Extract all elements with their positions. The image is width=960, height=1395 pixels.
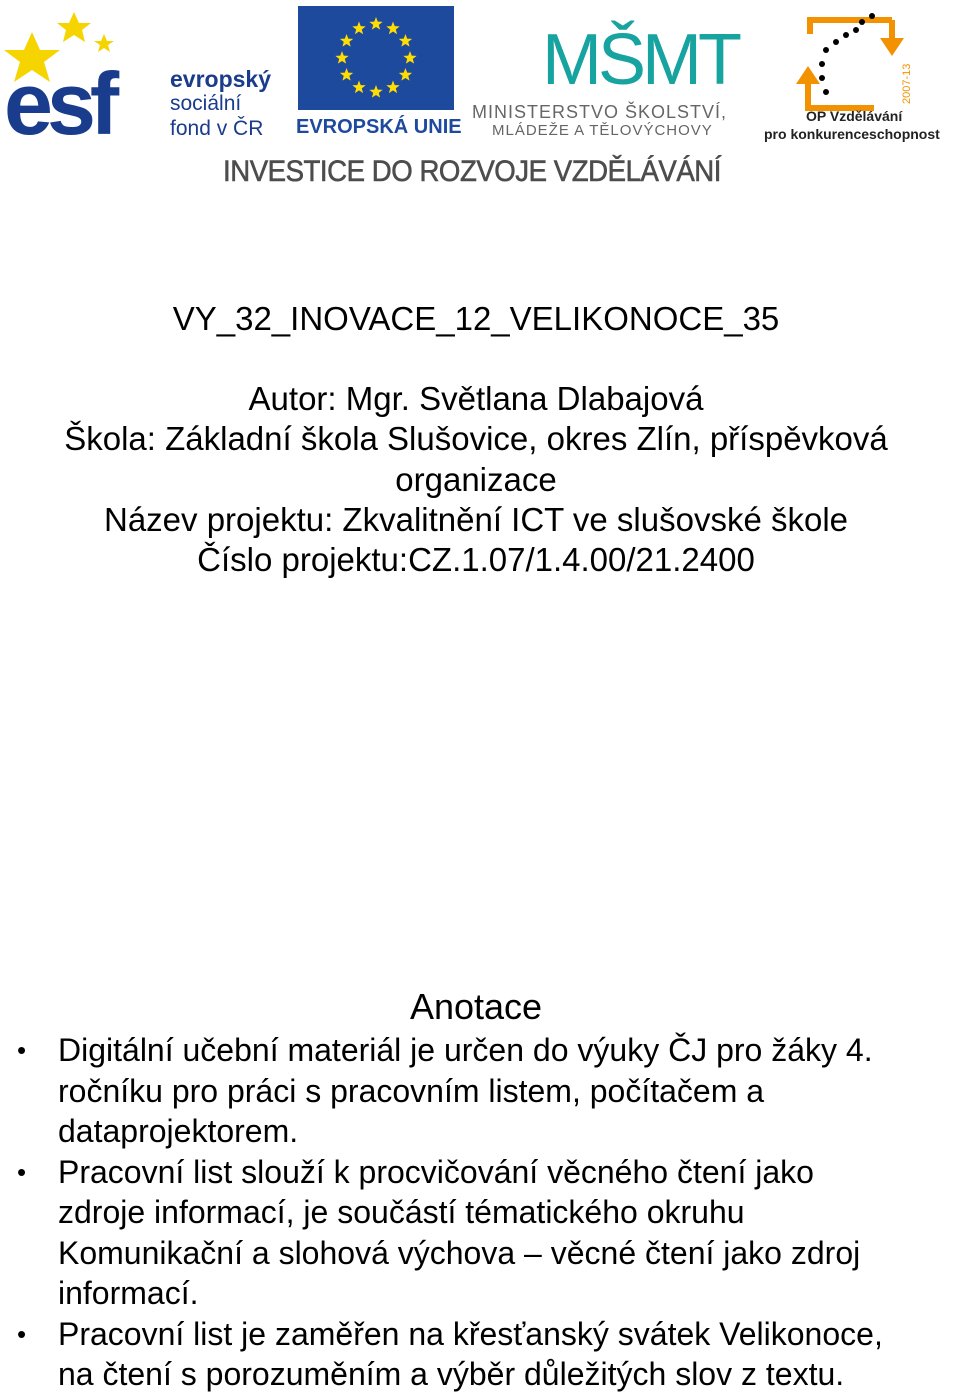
bullet-icon: • bbox=[17, 1035, 27, 1065]
eu-label: EVROPSKÁ UNIE bbox=[296, 116, 462, 138]
annotation-line: dataprojektorem. bbox=[58, 1113, 299, 1149]
esf-line2: sociální bbox=[170, 92, 242, 115]
annotation-line: Digitální učební materiál je určen do výuky ČJ pro žáky 4. bbox=[58, 1032, 873, 1068]
annotation-list bbox=[0, 1030, 960, 1395]
esf-line3: fond v ČR bbox=[170, 117, 264, 140]
annotation-line: informací. bbox=[58, 1275, 199, 1311]
project-number-line: Číslo projektu:CZ.1.07/1.4.00/21.2400 bbox=[197, 541, 755, 578]
eu-flag-icon bbox=[296, 6, 456, 116]
author-line: Autor: Mgr. Světlana Dlabajová bbox=[248, 380, 704, 417]
annotation-item bbox=[0, 1314, 960, 1395]
msmt-mark bbox=[470, 2, 752, 102]
msmt-line2: MLÁDEŽE A TĚLOVÝCHOVY bbox=[492, 122, 713, 139]
op-years: 2007-13 bbox=[901, 63, 913, 104]
annotation-line: Pracovní list slouží k procvičování věcného čtení jako bbox=[58, 1153, 814, 1190]
esf-logo bbox=[4, 4, 286, 140]
annotation-line: ročníku pro práci s pracovním listem, počítačem a bbox=[58, 1072, 765, 1109]
annotation-item bbox=[0, 1030, 960, 1152]
school-line-1: Škola: Základní škola Slušovice, okres Zlín, příspěvková bbox=[64, 420, 888, 457]
annotation-title: Anotace bbox=[409, 986, 543, 1027]
esf-star-icon bbox=[94, 34, 114, 52]
annotation-line: na čtení s porozuměním a výběr důležitých slov z textu. bbox=[58, 1356, 845, 1392]
op-line2: pro konkurenceschopnost bbox=[764, 126, 940, 142]
project-name-line: Název projektu: Zkvalitnění ICT ve slušovské škole bbox=[103, 501, 849, 538]
annotation-line: Komunikační a slohová výchova – věcné čtení jako zdroj bbox=[58, 1234, 861, 1271]
esf-letters: esf bbox=[4, 54, 114, 140]
msmt-letters: MŠMT bbox=[542, 20, 738, 100]
msmt-line1: MINISTERSTVO ŠKOLSTVÍ, bbox=[472, 102, 728, 122]
msmt-logo bbox=[470, 2, 752, 142]
document-code: VY_32_INOVACE_12_VELIKONOCE_35 bbox=[172, 300, 780, 337]
annotation-line: zdroje informací, je součástí tématického okruhu bbox=[58, 1194, 745, 1230]
esf-line1: evropský bbox=[170, 66, 272, 92]
bullet-icon: • bbox=[17, 1156, 27, 1187]
op-logo bbox=[762, 4, 954, 144]
investice-tagline: INVESTICE DO ROZVOJE VZDĚLÁVÁNÍ bbox=[223, 155, 721, 188]
op-line1: OP Vzdělávání bbox=[806, 108, 903, 124]
esf-star-icon bbox=[57, 12, 91, 42]
school-line-2: organizace bbox=[395, 461, 557, 498]
annotation-line: Pracovní list je zaměřen na křesťanský svátek Velikonoce, bbox=[58, 1315, 883, 1352]
eu-logo bbox=[296, 6, 462, 138]
annotation-item bbox=[0, 1152, 960, 1314]
bullet-icon: • bbox=[17, 1318, 27, 1349]
op-mark bbox=[762, 4, 954, 116]
